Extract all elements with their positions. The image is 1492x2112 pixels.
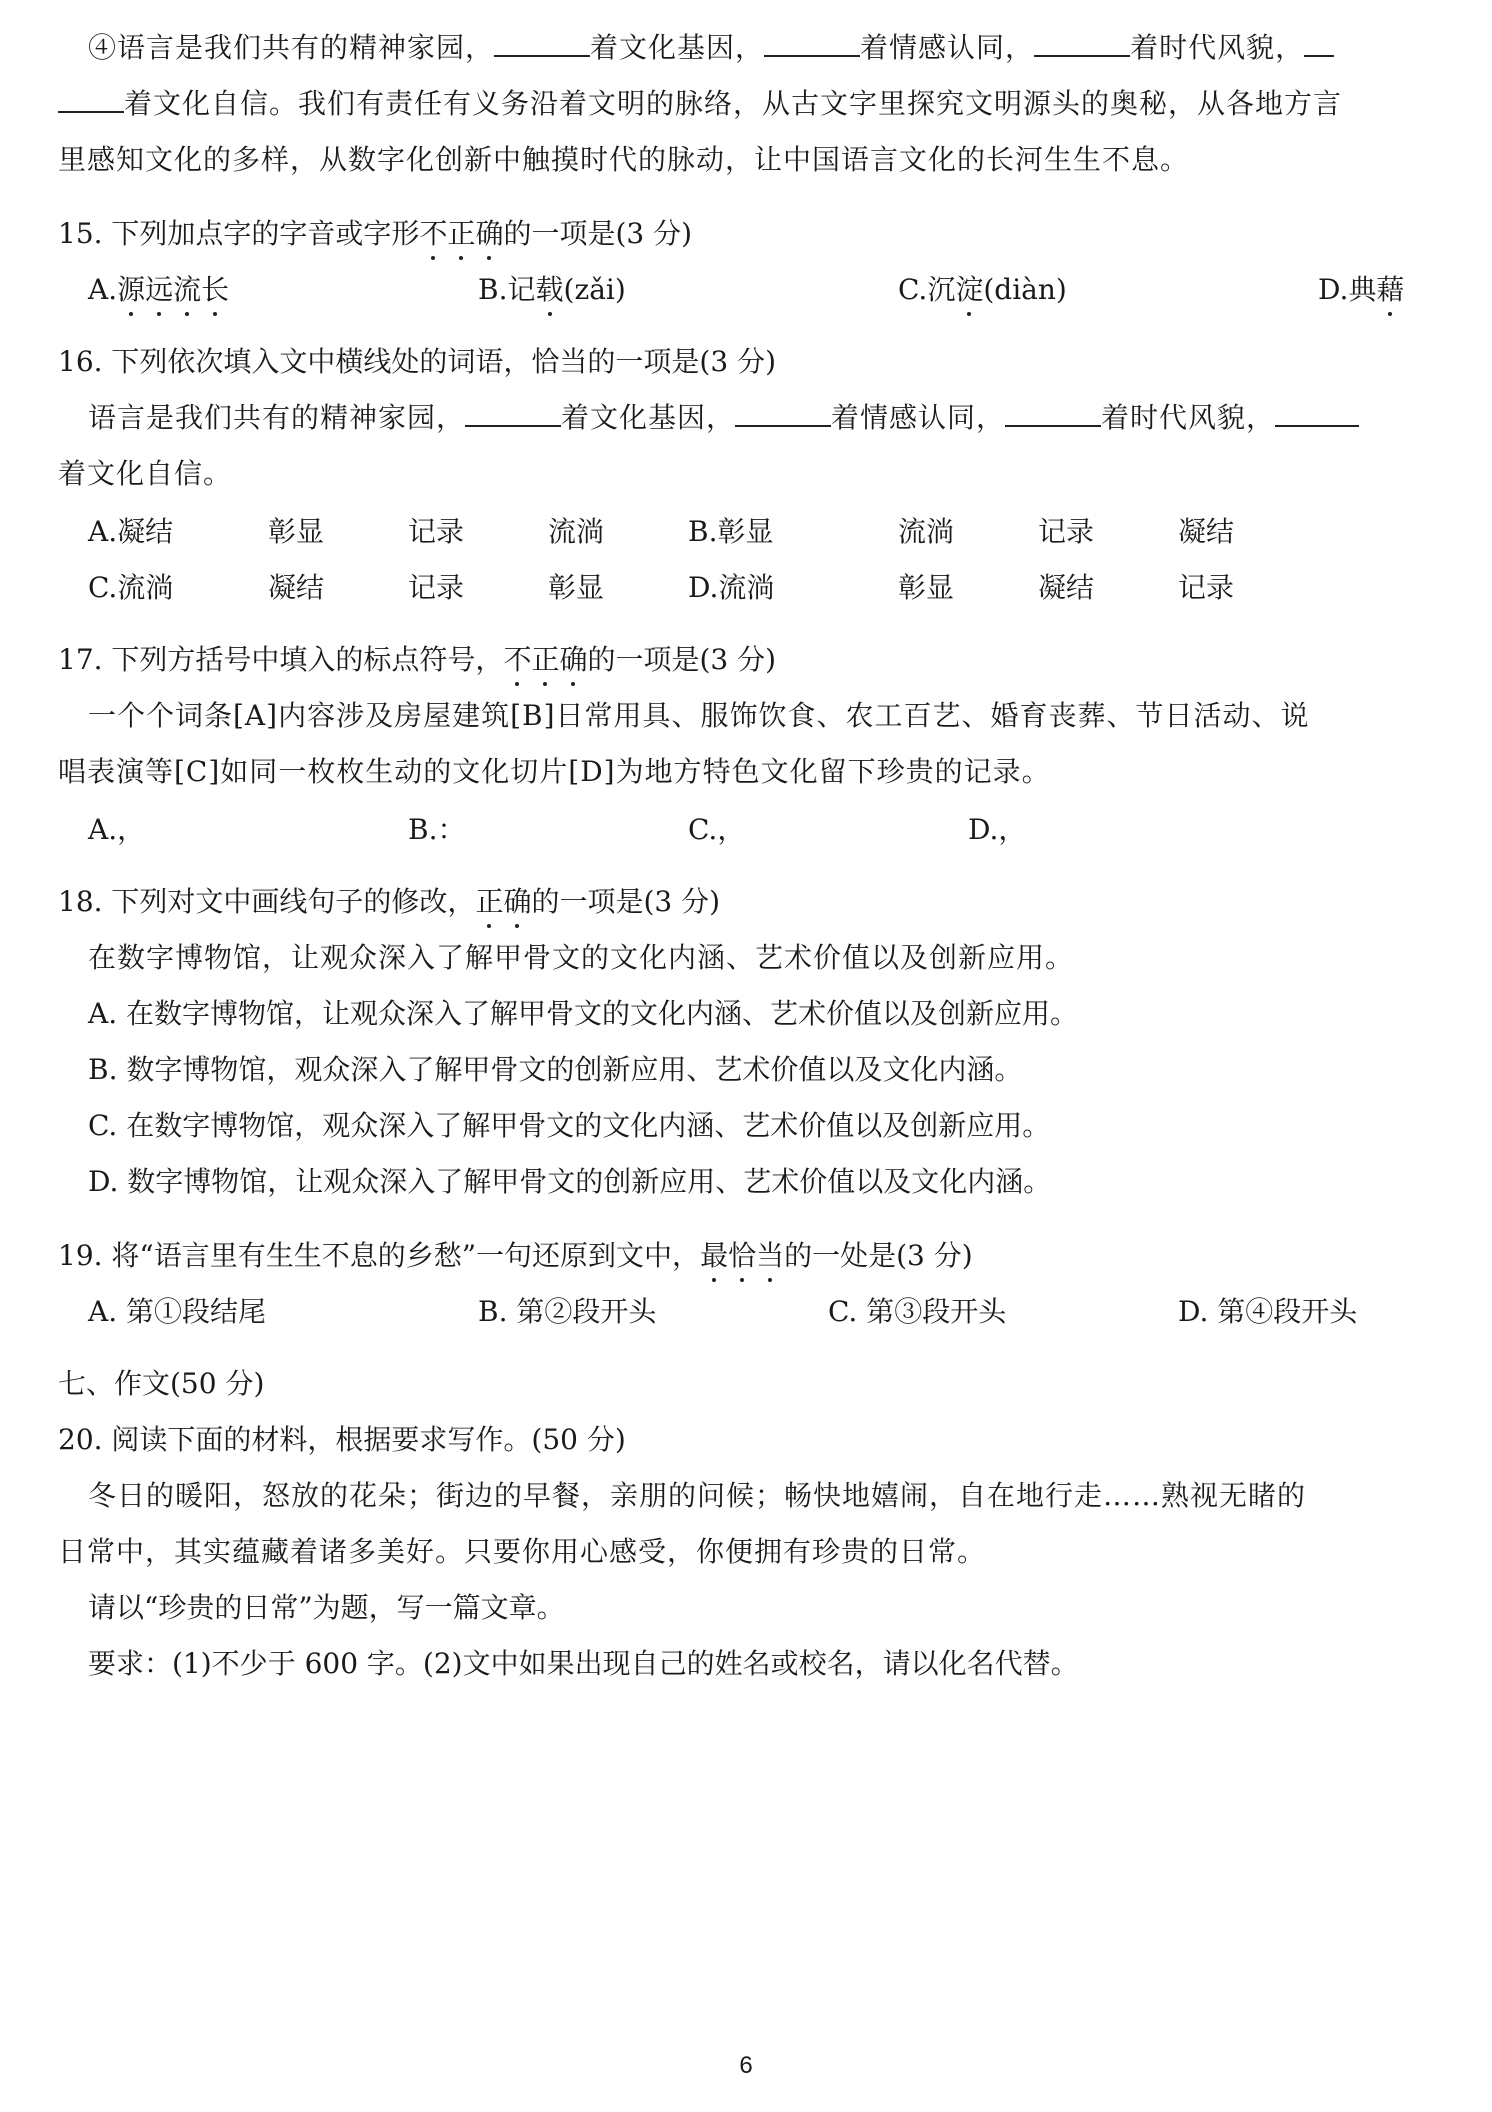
question-16-option-c-4: 彰显: [548, 571, 605, 604]
question-20-material-line-1: 冬日的暖阳，怒放的花朵；街边的早餐，亲朋的问候；畅快地嬉闹，自在地行走……熟视无睹的: [88, 1479, 1307, 1512]
question-18-title: 18. 下列对文中画线句子的修改，正确的一项是(3 分): [58, 882, 720, 922]
question-16-passage-line-2: 着文化自信。: [58, 457, 233, 490]
fill-blank: [735, 399, 831, 427]
question-17-option-c: C.，: [688, 813, 746, 846]
question-20-title: 20. 阅读下面的材料，根据要求写作。(50 分): [58, 1423, 626, 1456]
question-16-option-d-3: 凝结: [1038, 571, 1095, 604]
question-15-option-c: C.沉淀(diàn): [898, 270, 1067, 310]
question-20-material-line-2: 日常中，其实蕴藏着诸多美好。只要你用心感受，你便拥有珍贵的日常。: [58, 1535, 987, 1568]
question-16-option-b-1: B.彰显: [688, 515, 774, 548]
question-15-option-b: B.记载(zǎi): [478, 270, 626, 310]
question-16-option-a-3: 记录: [408, 515, 465, 548]
page-number: 6: [739, 2052, 753, 2079]
fill-blank: [1034, 29, 1130, 57]
paragraph-4-line-2: 着文化自信。我们有责任有义务沿着文明的脉络，从古文字里探究文明源头的奥秘，从各地方言: [58, 84, 1342, 124]
question-18-original-sentence: 在数字博物馆，让观众深入了解甲骨文的文化内涵、艺术价值以及创新应用。: [88, 941, 1075, 974]
paragraph-4-line-1: ④语言是我们共有的精神家园， 着文化基因， 着情感认同， 着时代风貌，: [88, 28, 1334, 68]
question-17-option-a: A.，: [88, 813, 146, 846]
question-16-option-c-1: C.流淌: [88, 571, 174, 604]
question-18-option-c: C. 在数字博物馆，观众深入了解甲骨文的文化内涵、艺术价值以及创新应用。: [88, 1109, 1051, 1142]
question-19-option-a: A. 第①段结尾: [88, 1295, 267, 1328]
fill-blank: [465, 399, 561, 427]
fill-blank: [1304, 29, 1334, 57]
question-16-title: 16. 下列依次填入文中横线处的词语，恰当的一项是(3 分): [58, 345, 776, 378]
question-17-option-d: D.，: [968, 813, 1027, 846]
question-16-option-b-2: 流淌: [898, 515, 955, 548]
question-18-option-b: B. 数字博物馆，观众深入了解甲骨文的创新应用、艺术价值以及文化内涵。: [88, 1053, 1023, 1086]
fill-blank: [58, 85, 124, 113]
fill-blank: [764, 29, 860, 57]
fill-blank: [494, 29, 590, 57]
section-7-title: 七、作文(50 分): [58, 1367, 265, 1400]
question-19-option-c: C. 第③段开头: [828, 1295, 1007, 1328]
question-16-option-a-4: 流淌: [548, 515, 605, 548]
question-16-option-d-1: D.流淌: [688, 571, 775, 604]
question-16-option-c-3: 记录: [408, 571, 465, 604]
question-17-passage-line-2: 唱表演等[C]如同一枚枚生动的文化切片[D]为地方特色文化留下珍贵的记录。: [58, 755, 1051, 788]
question-17-passage-line-1: 一个个词条[A]内容涉及房屋建筑[B]日常用具、服饰饮食、农工百艺、婚育丧葬、节日活动、说: [88, 699, 1310, 732]
fill-blank: [1005, 399, 1101, 427]
question-16-option-c-2: 凝结: [268, 571, 325, 604]
question-19-option-b: B. 第②段开头: [478, 1295, 657, 1328]
question-15-option-d: D.典藉: [1318, 270, 1404, 310]
question-16-option-b-4: 凝结: [1178, 515, 1235, 548]
question-20-requirements: 要求：(1)不少于 600 字。(2)文中如果出现自己的姓名或校名，请以化名代替。: [88, 1647, 1079, 1680]
question-19-option-d: D. 第④段开头: [1178, 1295, 1358, 1328]
question-17-option-b: B.：: [408, 813, 466, 846]
question-18-option-a: A. 在数字博物馆，让观众深入了解甲骨文的文化内涵、艺术价值以及创新应用。: [88, 997, 1079, 1030]
question-16-passage-line-1: 语言是我们共有的精神家园， 着文化基因， 着情感认同， 着时代风貌，: [88, 398, 1359, 438]
question-19-title: 19. 将“语言里有生生不息的乡愁”一句还原到文中，最恰当的一处是(3 分): [58, 1236, 973, 1276]
question-16-option-a-2: 彰显: [268, 515, 325, 548]
question-17-title: 17. 下列方括号中填入的标点符号，不正确的一项是(3 分): [58, 640, 776, 680]
question-16-option-a-1: A.凝结: [88, 515, 174, 548]
question-18-option-d: D. 数字博物馆，让观众深入了解甲骨文的创新应用、艺术价值以及文化内涵。: [88, 1165, 1052, 1198]
question-20-prompt: 请以“珍贵的日常”为题，写一篇文章。: [88, 1591, 565, 1624]
circled-number: ④: [88, 31, 118, 64]
question-16-option-d-4: 记录: [1178, 571, 1235, 604]
paragraph-4-line-3: 里感知文化的多样，从数字化创新中触摸时代的脉动，让中国语言文化的长河生生不息。: [58, 143, 1190, 176]
question-16-option-d-2: 彰显: [898, 571, 955, 604]
question-16-option-b-3: 记录: [1038, 515, 1095, 548]
question-15-option-a: A.源远流长: [88, 270, 229, 310]
fill-blank: [1275, 399, 1359, 427]
question-15-title: 15. 下列加点字的字音或字形不正确的一项是(3 分): [58, 214, 692, 254]
